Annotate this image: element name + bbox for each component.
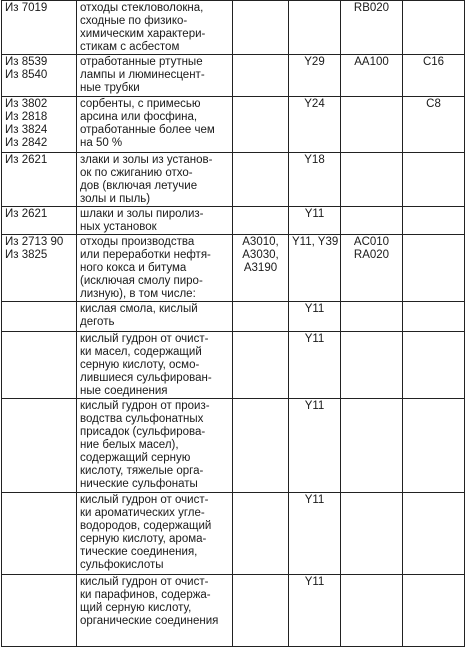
cell-text-line: Из 2818 (5, 111, 48, 123)
cell-text-line: Из 2621 (5, 208, 48, 220)
cell-text-line: дов (включая летучие (80, 180, 198, 192)
table-row (2, 55, 465, 97)
cell-text-line: содержащий серную (80, 452, 191, 464)
y-code-cell (289, 302, 341, 332)
waste-description-cell (77, 97, 233, 153)
y-code-cell (289, 97, 341, 153)
cell-text-line: Y29 (304, 56, 325, 68)
cell-text-line: Y18 (304, 154, 325, 166)
basel-a-code-cell (233, 575, 289, 647)
cell-text-line: отходы производства (80, 236, 195, 248)
basel-a-code-cell (233, 153, 289, 207)
y-code-cell (289, 207, 341, 235)
table-row (2, 493, 465, 575)
oecd-code-cell (341, 399, 403, 493)
cell-text-line: Из 8540 (5, 69, 48, 81)
cell-text-line: химическим характери- (80, 28, 206, 40)
cell-text-line: золы и пыль) (80, 193, 151, 205)
cell-text-line: органические соединения (80, 615, 219, 627)
y-code-cell (289, 55, 341, 97)
oecd-code-cell (341, 153, 403, 207)
c-code-cell (403, 575, 465, 647)
cell-text-line: RB020 (353, 2, 390, 14)
basel-a-code-cell (233, 399, 289, 493)
cell-text-line: Из 8539 (5, 56, 48, 68)
cell-text-line: A3030, (242, 249, 279, 261)
cell-text-line: кислоту, тяжелые орга- (80, 465, 204, 477)
hs-code-cell (2, 302, 77, 332)
y-code-cell (289, 575, 341, 647)
hs-code-cell (2, 332, 77, 399)
basel-a-code-cell (233, 97, 289, 153)
cell-text-line: злаки и золы из установ- (80, 154, 213, 166)
c-code-cell (403, 207, 465, 235)
hs-code-cell (2, 97, 77, 153)
y-code-cell (289, 332, 341, 399)
c-code-cell (403, 235, 465, 302)
cell-text-line: лившиеся сульфирован- (80, 372, 212, 384)
cell-text-line: ок по сжиганию отхо- (80, 167, 193, 179)
cell-text-line: водства сульфонатных (80, 413, 204, 425)
c-code-cell (403, 493, 465, 575)
y-code-cell (289, 493, 341, 575)
oecd-code-cell (341, 575, 403, 647)
c-code-cell (403, 153, 465, 207)
waste-description-cell (77, 235, 233, 302)
cell-text-line: ки парафинов, содержа- (80, 589, 211, 601)
cell-text-line: нические сульфонаты (80, 478, 198, 490)
hs-code-cell (2, 235, 77, 302)
cell-text-line: Y11 (304, 208, 325, 220)
table-row (2, 1, 465, 55)
waste-classification-table (1, 0, 465, 647)
cell-text-line: кислая смола, кислый (80, 303, 198, 315)
y-code-cell (289, 399, 341, 493)
y-code-cell (289, 153, 341, 207)
oecd-code-cell (341, 55, 403, 97)
table-row (2, 207, 465, 235)
y-code-cell (289, 1, 341, 55)
hs-code-cell (2, 153, 77, 207)
cell-text-line: кислый гудрон от очист- (80, 494, 209, 506)
basel-a-code-cell (233, 493, 289, 575)
hs-code-cell (2, 55, 77, 97)
cell-text-line: серную кислоту, осмо- (80, 359, 200, 371)
cell-text-line: шлаки и золы пиролиз- (80, 208, 204, 220)
c-code-cell (403, 1, 465, 55)
basel-a-code-cell (233, 302, 289, 332)
cell-text-line: ние белых масел), (80, 439, 179, 451)
cell-text-line: водородов, содержащий (80, 520, 212, 532)
cell-text-line: отработанные ртутные (80, 56, 203, 68)
waste-description-cell (77, 493, 233, 575)
cell-text-line: или переработки нефтя- (80, 249, 211, 261)
cell-text-line: Из 2621 (5, 154, 48, 166)
cell-text-line: присадок (сульфирова- (80, 426, 206, 438)
oecd-code-cell (341, 207, 403, 235)
cell-text-line: ки ароматических угле- (80, 507, 205, 519)
cell-text-line: AC010 (353, 236, 390, 248)
cell-text-line: Из 3802 (5, 98, 48, 110)
table-row (2, 399, 465, 493)
hs-code-cell (2, 399, 77, 493)
cell-text-line: ки масел, содержащий (80, 346, 202, 358)
cell-text-line: кислый гудрон от очист- (80, 576, 209, 588)
cell-text-line: Y11 (304, 494, 325, 506)
cell-text-line: щий серную кислоту, (80, 602, 192, 614)
cell-text-line: лампы и люминесцент- (80, 69, 205, 81)
oecd-code-cell (341, 235, 403, 302)
cell-text-line: сульфокислоты (80, 559, 164, 571)
cell-text-line: A3010, (242, 236, 279, 248)
cell-text-line: отработанные более чем (80, 124, 215, 136)
basel-a-code-cell (233, 235, 289, 302)
cell-text-line: Из 3825 (5, 249, 48, 261)
cell-text-line: стикам с асбестом (80, 41, 180, 53)
waste-description-cell (77, 302, 233, 332)
cell-text-line: C8 (426, 98, 441, 110)
waste-description-cell (77, 575, 233, 647)
oecd-code-cell (341, 1, 403, 55)
cell-text-line: Из 2842 (5, 137, 48, 149)
cell-text-line: деготь (80, 316, 115, 328)
oecd-code-cell (341, 302, 403, 332)
cell-text-line: A3190 (243, 262, 278, 274)
c-code-cell (403, 55, 465, 97)
oecd-code-cell (341, 97, 403, 153)
y-code-cell (289, 235, 341, 302)
waste-description-cell (77, 399, 233, 493)
cell-text-line: кислый гудрон от очист- (80, 333, 209, 345)
cell-text-line: лизную), в том числе: (80, 288, 196, 300)
cell-text-line: Из 7019 (5, 2, 48, 14)
cell-text-line: на 50 % (80, 137, 123, 149)
cell-text-line: арсина или фосфина, (80, 111, 198, 123)
cell-text-line: RA020 (353, 249, 390, 261)
basel-a-code-cell (233, 332, 289, 399)
basel-a-code-cell (233, 1, 289, 55)
c-code-cell (403, 332, 465, 399)
cell-text-line: ных установок (80, 221, 157, 233)
table-row (2, 235, 465, 302)
cell-text-line: кислый гудрон от произ- (80, 400, 210, 412)
cell-text-line: ного кокса и битума (80, 262, 187, 274)
cell-text-line: серную кислоту, арома- (80, 533, 207, 545)
cell-text-line: Y11 (304, 400, 325, 412)
cell-text-line: Y11 (304, 333, 325, 345)
cell-text-line: (исключая смолу пиро- (80, 275, 203, 287)
table-body (2, 1, 465, 647)
cell-text-line: Y11 (304, 303, 325, 315)
cell-text-line: Y11 (304, 576, 325, 588)
waste-description-cell (77, 332, 233, 399)
cell-text-line: C16 (422, 56, 445, 68)
hs-code-cell (2, 1, 77, 55)
cell-text-line: ные соединения (80, 385, 168, 397)
waste-description-cell (77, 55, 233, 97)
cell-text-line: AA100 (354, 56, 389, 68)
oecd-code-cell (341, 493, 403, 575)
cell-text-line: ные трубки (80, 82, 140, 94)
cell-text-line: сорбенты, с примесью (80, 98, 201, 110)
table-row (2, 153, 465, 207)
cell-text-line: тические соединения, (80, 546, 198, 558)
table-row (2, 332, 465, 399)
c-code-cell (403, 97, 465, 153)
table-row (2, 302, 465, 332)
table-row (2, 97, 465, 153)
basel-a-code-cell (233, 55, 289, 97)
cell-text-line: Y24 (304, 98, 325, 110)
oecd-code-cell (341, 332, 403, 399)
waste-description-cell (77, 1, 233, 55)
hs-code-cell (2, 493, 77, 575)
cell-text-line: Y11, Y39 (292, 236, 339, 248)
c-code-cell (403, 302, 465, 332)
waste-description-cell (77, 153, 233, 207)
table-row (2, 575, 465, 647)
waste-description-cell (77, 207, 233, 235)
cell-text-line: Из 2713 90 (5, 236, 64, 248)
hs-code-cell (2, 207, 77, 235)
cell-text-line: отходы стекловолокна, (80, 2, 204, 14)
cell-text-line: Из 3824 (5, 124, 48, 136)
basel-a-code-cell (233, 207, 289, 235)
hs-code-cell (2, 575, 77, 647)
cell-text-line: сходные по физико- (80, 15, 188, 27)
c-code-cell (403, 399, 465, 493)
